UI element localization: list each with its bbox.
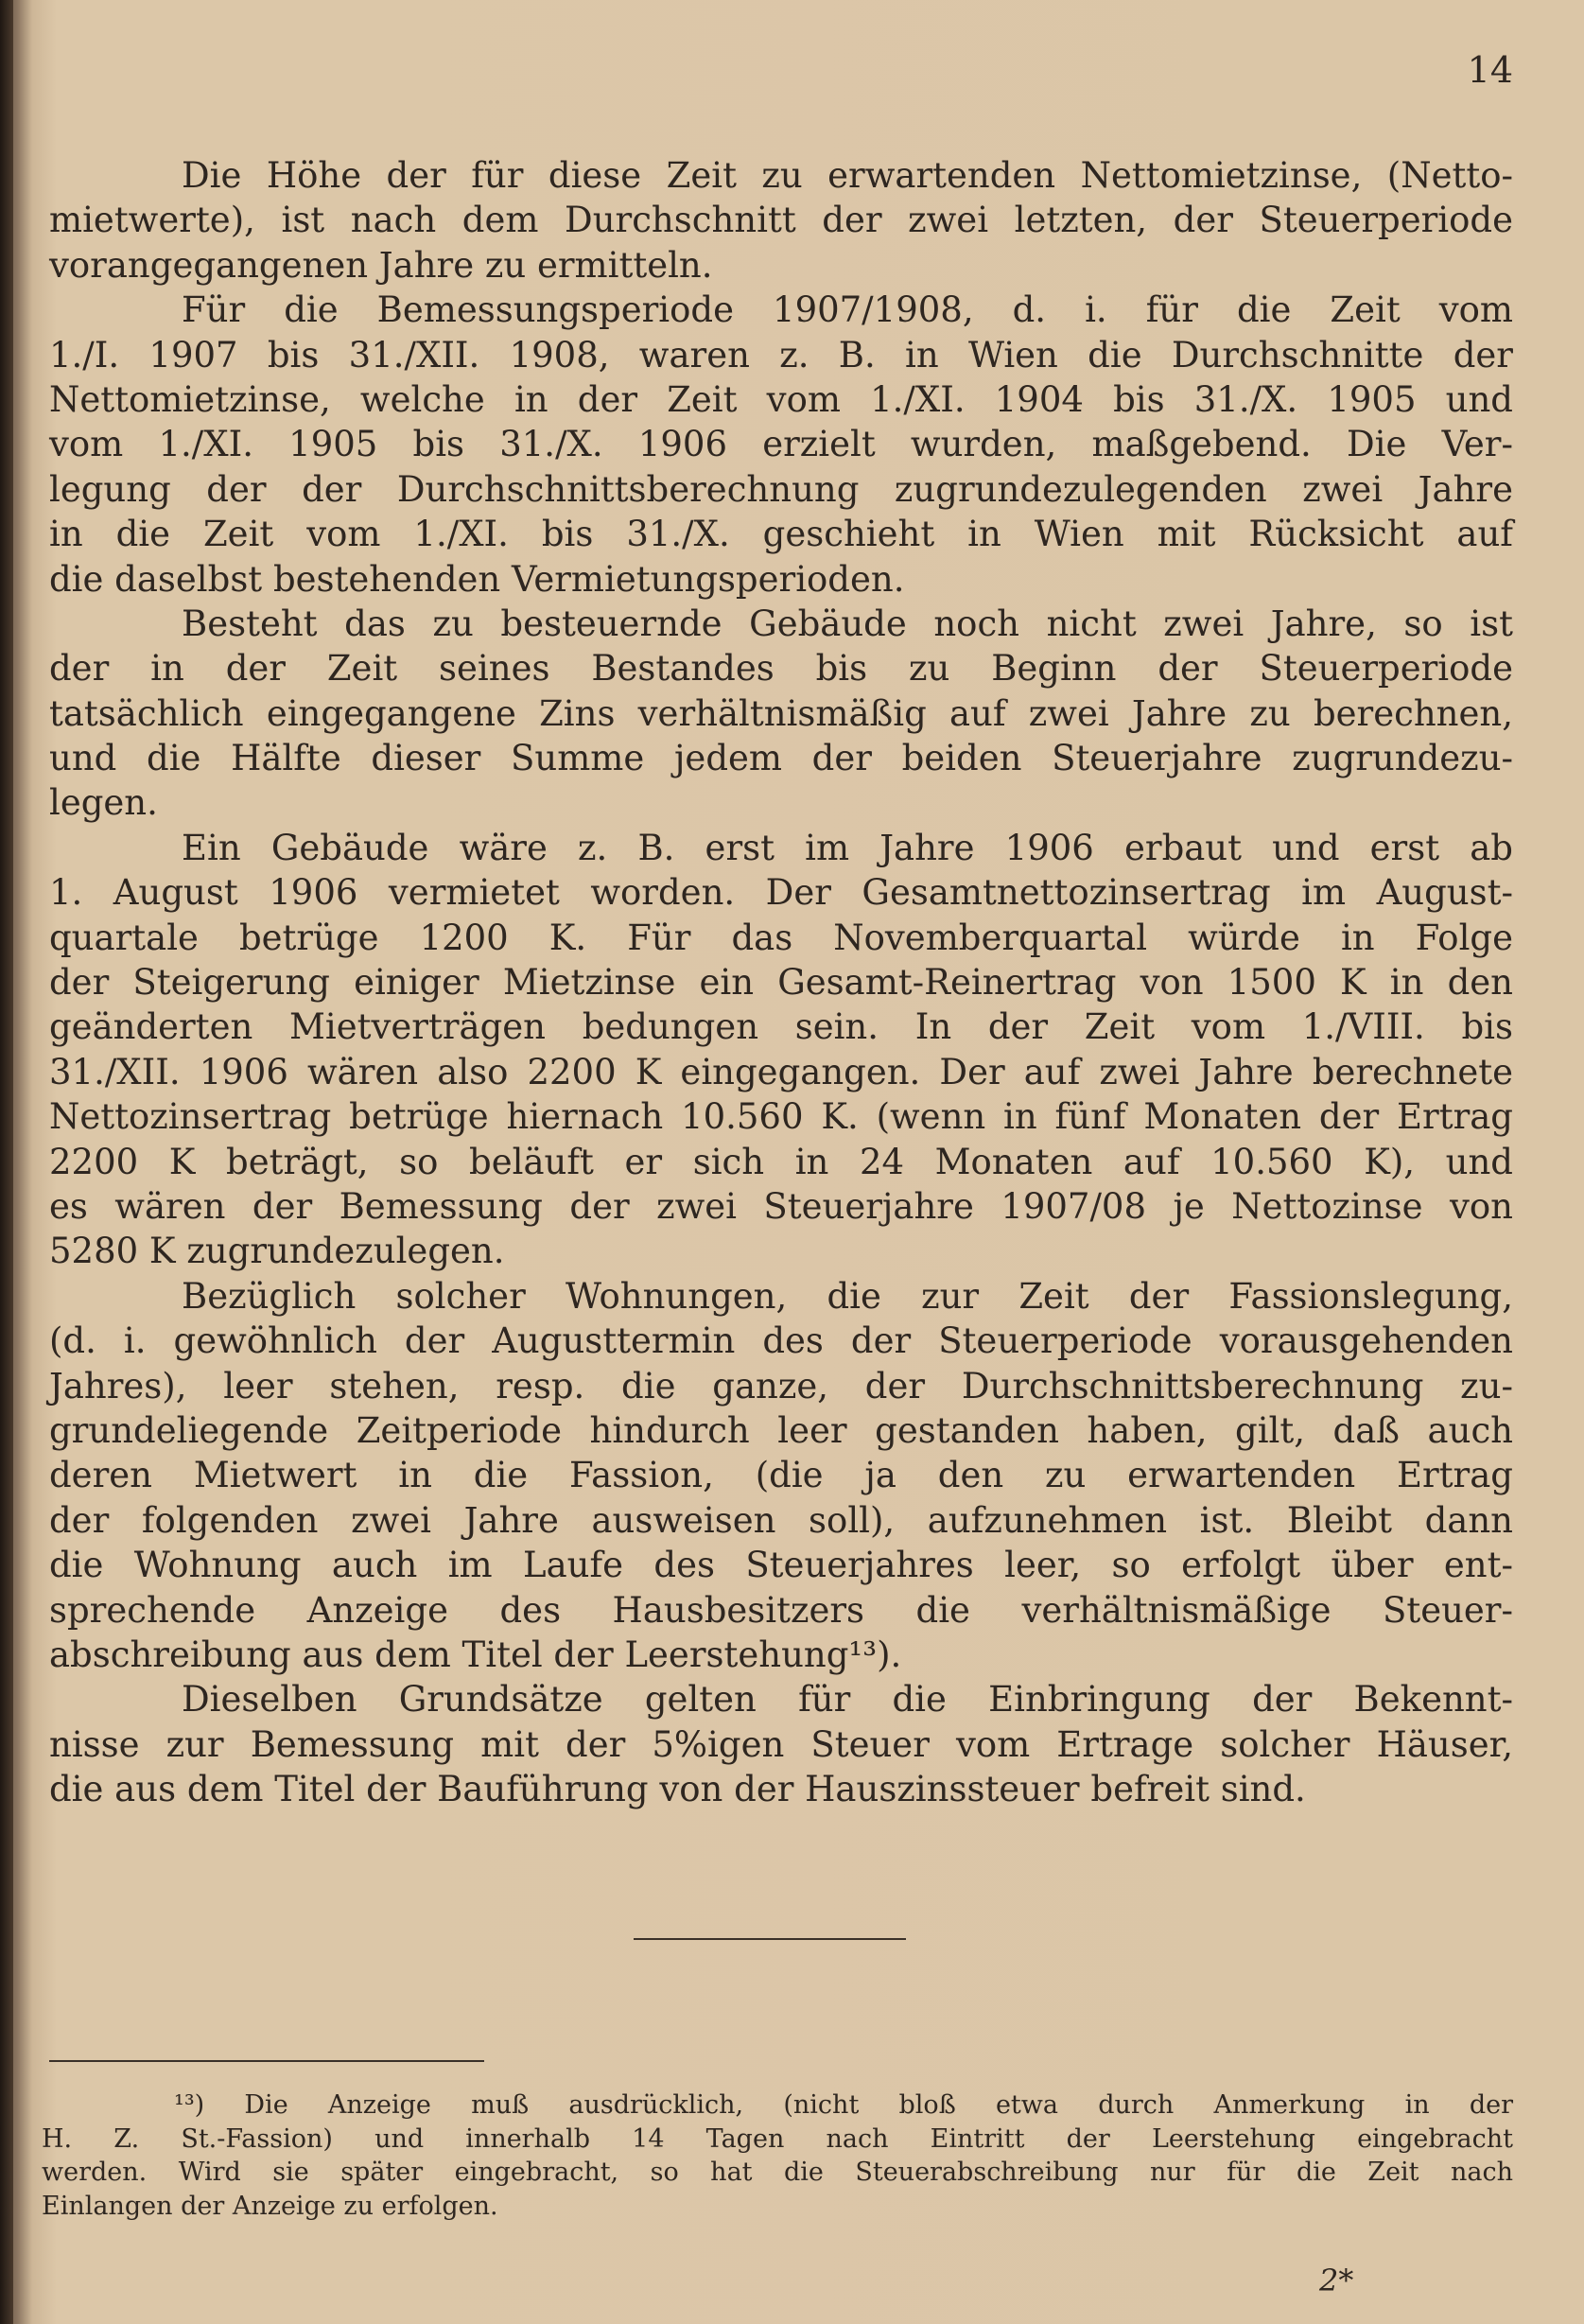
footnote-divider bbox=[49, 2060, 484, 2062]
text-line: legung der der Durchschnittsberechnung zugrundezulegenden zwei Jahre bbox=[49, 468, 1513, 510]
text-line: 1./I. 1907 bis 31./XII. 1908, waren z. B. in Wien die Durchschnitte der bbox=[49, 334, 1513, 376]
text-line: Ein Gebäude wäre z. B. erst im Jahre 1906 erbaut und erst ab bbox=[182, 827, 1513, 868]
text-line: Bezüglich solcher Wohnungen, die zur Zeit der Fassionslegung, bbox=[182, 1275, 1513, 1317]
text-line: vorangegangenen Jahre zu ermitteln. bbox=[49, 244, 713, 286]
text-line: Für die Bemessungsperiode 1907/1908, d. i. für die Zeit vom bbox=[182, 289, 1513, 331]
text-line: die daselbst bestehenden Vermietungsperioden. bbox=[49, 558, 905, 600]
text-line: geänderten Mietverträgen bedungen sein. In der Zeit vom 1./VIII. bis bbox=[49, 1006, 1513, 1048]
text-line: tatsächlich eingegangene Zins verhältnismäßig auf zwei Jahre zu berechnen, bbox=[49, 692, 1513, 734]
body-text bbox=[49, 153, 1513, 1811]
text-line: in die Zeit vom 1./XI. bis 31./X. geschieht in Wien mit Rücksicht auf bbox=[49, 514, 1513, 555]
footnote-line: H. Z. St.-Fassion) und innerhalb 14 Tagen nach Eintritt der Leerstehung eingebracht bbox=[42, 2123, 1513, 2154]
text-line: und die Hälfte dieser Summe jedem der beiden Steuerjahre zugrundezu- bbox=[49, 738, 1513, 779]
text-line: die aus dem Titel der Bauführung von der Hauszinssteuer befreit sind. bbox=[49, 1769, 1306, 1810]
text-line: Die Höhe der für diese Zeit zu erwartenden Nettomietzinse, (Netto- bbox=[182, 155, 1513, 196]
text-line: deren Mietwert in die Fassion, (die ja den zu erwartenden Ertrag bbox=[49, 1455, 1513, 1496]
section-divider bbox=[634, 1938, 906, 1940]
footnote-line: ¹³) Die Anzeige muß ausdrücklich, (nicht bloß etwa durch Anmerkung in der bbox=[174, 2090, 1513, 2120]
text-line: nisse zur Bemessung mit der 5%igen Steuer vom Ertrage solcher Häuser, bbox=[49, 1723, 1513, 1765]
text-line: vom 1./XI. 1905 bis 31./X. 1906 erzielt wurden, maßgebend. Die Ver- bbox=[49, 424, 1513, 465]
text-line: Jahres), leer stehen, resp. die ganze, der Durchschnittsberechnung zu- bbox=[49, 1365, 1513, 1407]
text-line: 5280 K zugrundezulegen. bbox=[49, 1231, 505, 1272]
text-line: Besteht das zu besteuernde Gebäude noch nicht zwei Jahre, so ist bbox=[182, 603, 1513, 644]
footnote-line: werden. Wird sie später eingebracht, so hat die Steuerabschreibung nur für die Zeit nach bbox=[42, 2158, 1513, 2187]
text-line: abschreibung aus dem Titel der Leerstehung¹³). bbox=[49, 1634, 902, 1675]
text-line: sprechende Anzeige des Hausbesitzers die verhältnismäßige Steuer- bbox=[49, 1589, 1513, 1631]
text-line: 1. August 1906 vermietet worden. Der Gesamtnettozinsertrag im August- bbox=[49, 872, 1513, 914]
text-line: Nettomietzinse, welche in der Zeit vom 1./XI. 1904 bis 31./X. 1905 und bbox=[49, 378, 1513, 420]
text-line: der folgenden zwei Jahre ausweisen soll), aufzunehmen ist. Bleibt dann bbox=[49, 1499, 1513, 1541]
text-line: 31./XII. 1906 wären also 2200 K eingegangen. Der auf zwei Jahre berechnete bbox=[49, 1051, 1513, 1092]
page-number: 14 bbox=[1467, 49, 1513, 91]
printer-signature-mark: 2* bbox=[1319, 2263, 1354, 2298]
text-line: die Wohnung auch im Laufe des Steuerjahres leer, so erfolgt über ent- bbox=[49, 1545, 1513, 1586]
text-line: (d. i. gewöhnlich der Augusttermin des der Steuerperiode vorausgehenden bbox=[49, 1320, 1513, 1362]
text-line: der Steigerung einiger Mietzinse ein Gesamt-Reinertrag von 1500 K in den bbox=[49, 962, 1513, 1004]
text-line: quartale betrüge 1200 K. Für das Novemberquartal würde in Folge bbox=[49, 917, 1513, 958]
footnote bbox=[42, 2088, 1513, 2223]
book-binding-edge bbox=[0, 0, 13, 2324]
footnote-line: Einlangen der Anzeige zu erfolgen. bbox=[42, 2191, 498, 2221]
text-line: mietwerte), ist nach dem Durchschnitt der zwei letzten, der Steuerperiode bbox=[49, 200, 1513, 241]
text-line: 2200 K beträgt, so beläuft er sich in 24 Monaten auf 10.560 K), und bbox=[49, 1141, 1513, 1182]
text-line: der in der Zeit seines Bestandes bis zu Beginn der Steuerperiode bbox=[49, 648, 1513, 690]
text-line: es wären der Bemessung der zwei Steuerjahre 1907/08 je Nettozinse von bbox=[49, 1185, 1513, 1227]
text-line: legen. bbox=[49, 782, 158, 824]
text-line: Dieselben Grundsätze gelten für die Einbringung der Bekennt- bbox=[182, 1679, 1513, 1721]
text-line: Nettozinsertrag betrüge hiernach 10.560 K. (wenn in fünf Monaten der Ertrag bbox=[49, 1096, 1513, 1138]
text-line: grundeliegende Zeitperiode hindurch leer gestanden haben, gilt, daß auch bbox=[49, 1409, 1513, 1451]
